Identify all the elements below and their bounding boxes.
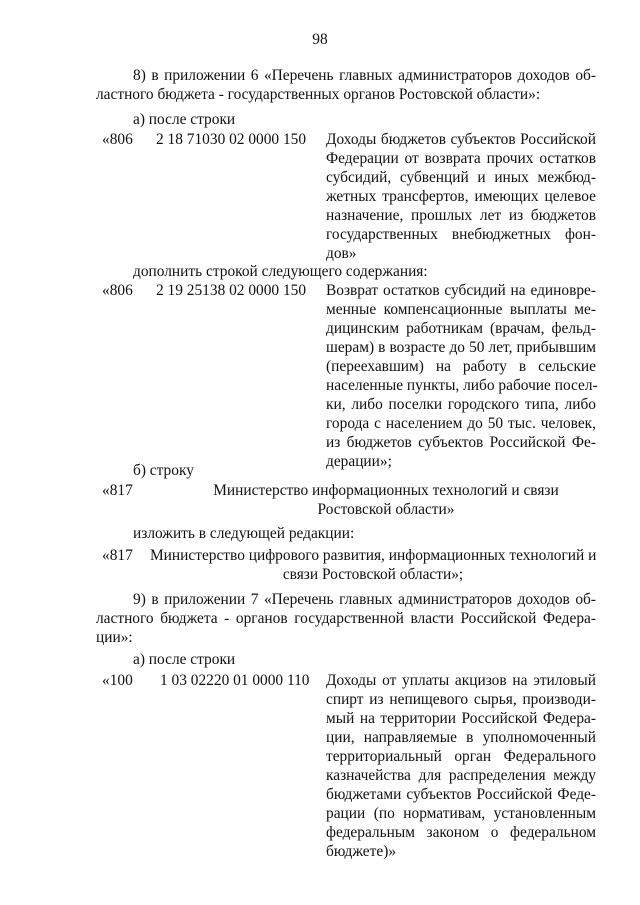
row-description bbox=[326, 130, 596, 263]
text-line: рации (по нормативам, установленным bbox=[326, 805, 596, 822]
kbk-code: 2 19 25138 02 0000 150 bbox=[156, 282, 307, 299]
text-line: Федерации от возврата прочих остатков bbox=[326, 150, 596, 167]
subitem-b-label: б) строку bbox=[133, 462, 194, 479]
text-line: ции»: bbox=[96, 629, 133, 646]
text-line: казначейства для распределения между bbox=[326, 767, 596, 784]
edit-instruction: изложить в следующей редакции: bbox=[133, 525, 355, 542]
text-line: связи Ростовской области»; bbox=[282, 566, 464, 583]
row-description bbox=[150, 546, 596, 584]
subitem-a-label: а) после строки bbox=[133, 651, 236, 668]
text-line: менные компенсационные выплаты ме- bbox=[326, 301, 596, 318]
text-line: Возврат остатков субсидий на единовре- bbox=[326, 282, 596, 299]
text-line: Министерство цифрового развития, информационных технологий и bbox=[150, 547, 597, 564]
row-description bbox=[326, 281, 596, 471]
text-line: ластного бюджета - органов государственной власти Российской Федера- bbox=[96, 610, 596, 627]
text-line: жетных трансфертов, имеющих целевое bbox=[326, 188, 596, 205]
text-line: Доходы бюджетов субъектов Российской bbox=[326, 131, 596, 148]
text-line: субсидий, субвенций и иных межбюд- bbox=[326, 169, 596, 186]
text-line: федеральным законом о федеральном bbox=[326, 824, 596, 841]
text-line: дерации»; bbox=[326, 453, 392, 470]
text-line: Ростовской области» bbox=[317, 501, 455, 518]
text-line: бюджетами субъектов Российской Феде- bbox=[326, 786, 596, 803]
text-line: мый на территории Российской Федера- bbox=[326, 710, 596, 727]
subitem-a-label: а) после строки bbox=[133, 111, 236, 128]
text-line: 9) в приложении 7 «Перечень главных администраторов доходов об- bbox=[133, 591, 596, 608]
text-line: бюджете)» bbox=[326, 843, 397, 860]
text-line: спирт из непищевого сырья, производи- bbox=[326, 691, 596, 708]
text-line: ластного бюджета - государственных органов Ростовской области»: bbox=[96, 86, 541, 103]
admin-code: «817 bbox=[102, 482, 133, 499]
admin-code: «806 bbox=[102, 282, 133, 299]
text-line: дицинским работникам (врачам, фельд- bbox=[326, 320, 596, 337]
row-description bbox=[326, 671, 596, 861]
text-line: назначение, прошлых лет из бюджетов bbox=[326, 207, 596, 224]
row-description bbox=[176, 481, 596, 519]
admin-code: «100 bbox=[102, 672, 133, 689]
text-line: дов» bbox=[326, 245, 357, 262]
text-line: 8) в приложении 6 «Перечень главных администраторов доходов об- bbox=[133, 67, 596, 84]
kbk-code: 1 03 02220 01 0000 110 bbox=[160, 672, 310, 689]
text-line: Доходы от уплаты акцизов на этиловый bbox=[326, 672, 596, 689]
text-line: Министерство информационных технологий и связи bbox=[213, 482, 559, 499]
kbk-code: 2 18 71030 02 0000 150 bbox=[156, 131, 307, 148]
text-line: территориальный орган Федерального bbox=[326, 748, 596, 765]
admin-code: «806 bbox=[102, 131, 133, 148]
text-line: населенные пункты, либо рабочие посел- bbox=[326, 377, 598, 394]
text-line: из бюджетов субъектов Российской Фе- bbox=[326, 434, 596, 451]
text-line: ции, направляемые в уполномоченный bbox=[326, 729, 596, 746]
admin-code: «817 bbox=[102, 547, 133, 564]
add-row-instruction: дополнить строкой следующего содержания: bbox=[133, 263, 428, 280]
text-line: государственных внебюджетных фон- bbox=[326, 226, 596, 243]
text-line: (переехавшим) на работу в сельские bbox=[326, 358, 596, 375]
text-line: города с населением до 50 тыс. человек, bbox=[326, 415, 596, 432]
page-number: 98 bbox=[312, 31, 328, 48]
text-line: шерам) в возрасте до 50 лет, прибывшим bbox=[326, 339, 596, 356]
text-line: ки, либо поселки городского типа, либо bbox=[326, 396, 596, 413]
